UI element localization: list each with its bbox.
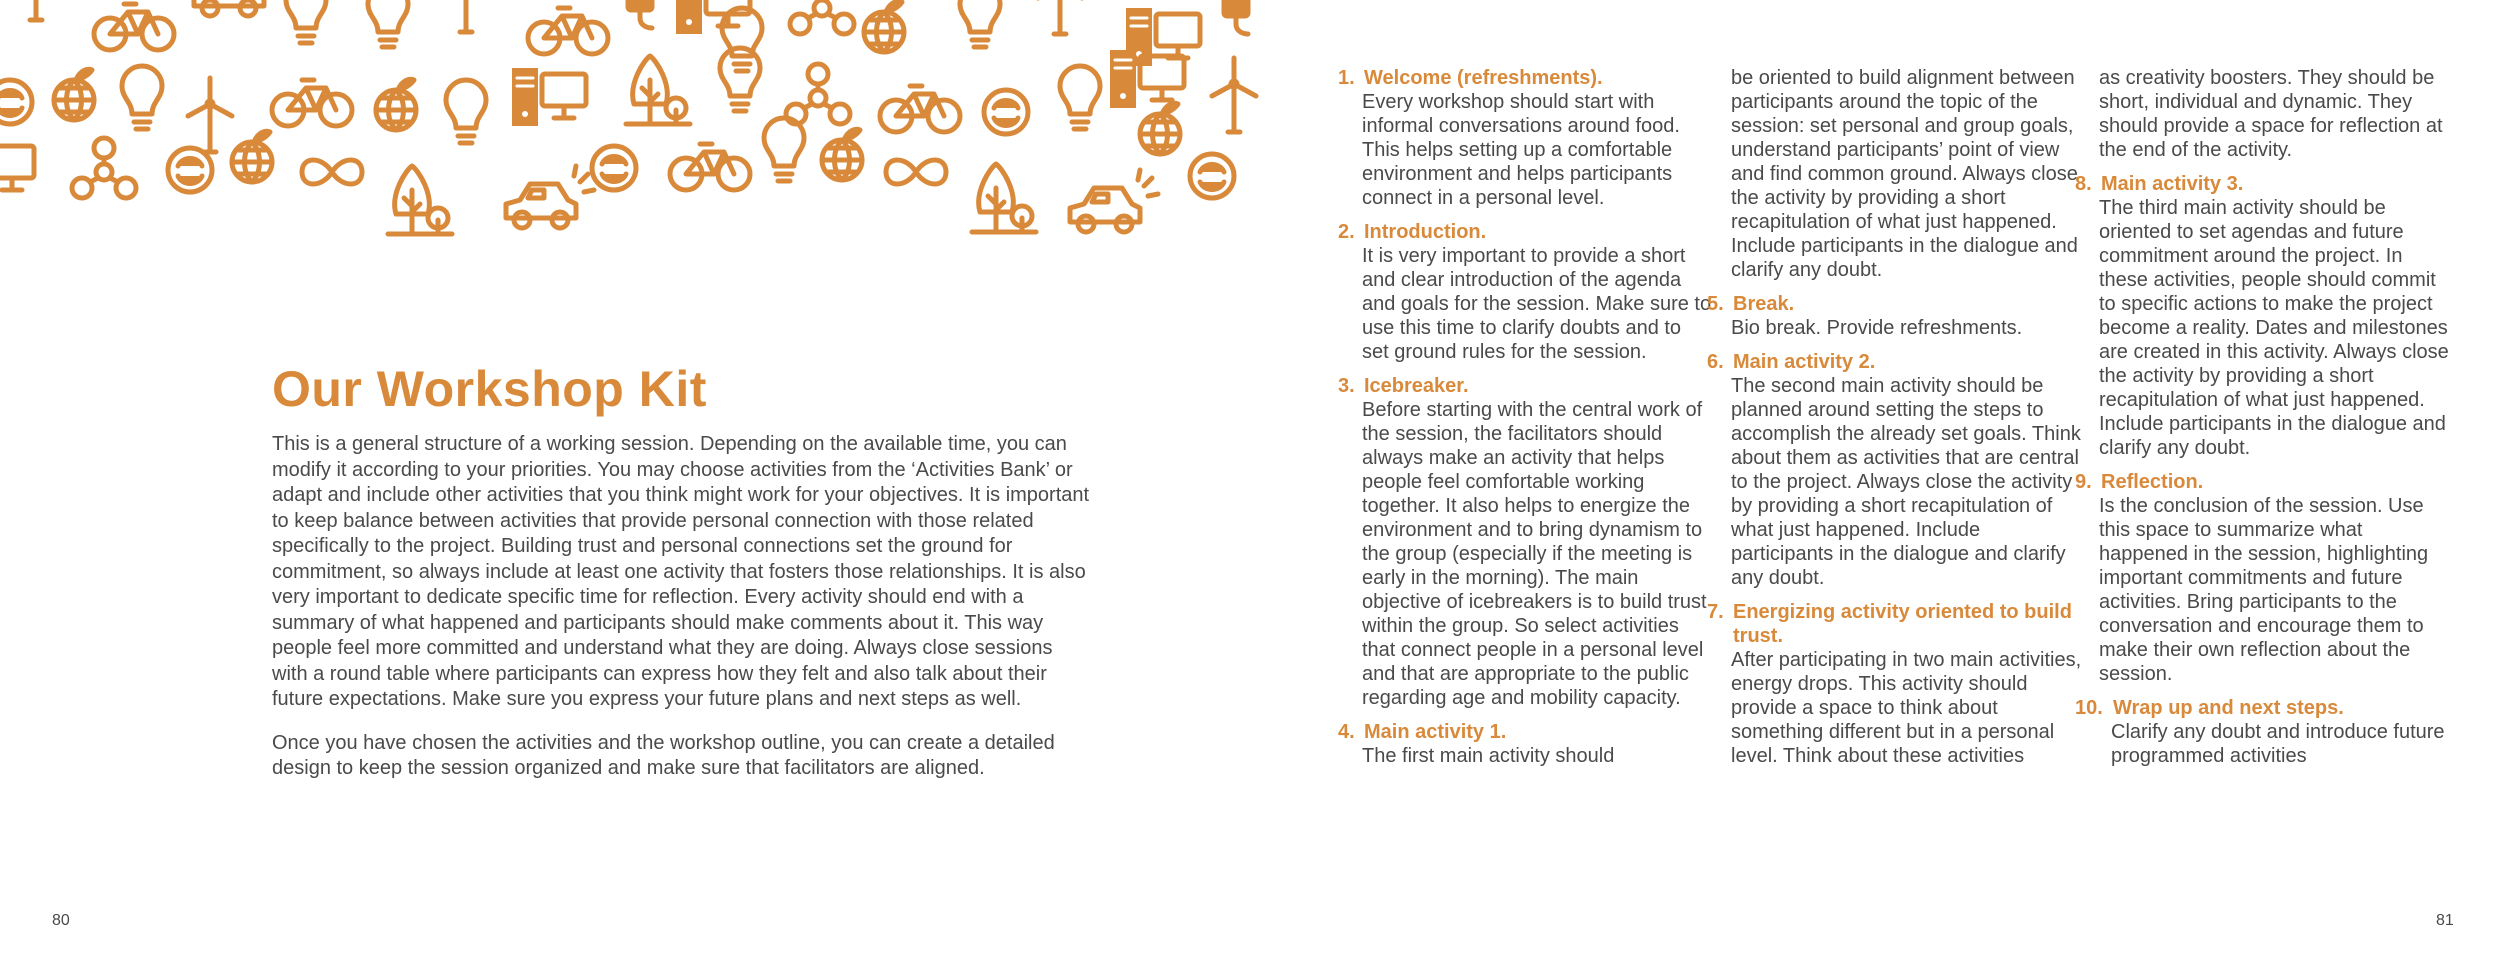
step-description: as creativity boosters. They should be short, individual and dynamic. They should provide a space for reflection at the end of the activity. (2099, 67, 2443, 161)
step-item (1338, 720, 1713, 768)
step-number: 3. (1338, 375, 1355, 397)
step-item-continued (2075, 66, 2450, 162)
step-item (1707, 600, 2082, 768)
steps-column-1 (1338, 66, 1713, 778)
step-title: Icebreaker. (1364, 375, 1469, 397)
step-item (1338, 220, 1713, 364)
step-description: After participating in two main activities, energy drops. This activity should provide a space to think about something different but in a personal level. Think about these activities (1731, 649, 2082, 767)
step-item-continued (1707, 66, 2082, 282)
intro-paragraph: This is a general structure of a working session. Depending on the available time, you can modify it according to your priorities. You may choose activities from the ‘Activities Bank’ or adapt and include other activities that you think might work for your objectives. It is important to keep balance between activities that provide personal connection with those related specifically to the project. Building trust and personal connections set the ground for commitment, so always include at least one activity that fosters those relationships. It is also very important to dedicate specific time for reflection. Every activity should end with a summary of what happened and participants should make comments about it. This way people feel more committed and understand what they are doing. Always close sessions with a round table where participants can express how they felt and also talk about their future expectations. Make sure you express your future plans and next steps as well. (272, 433, 1090, 710)
step-description: The second main activity should be planned around setting the steps to accomplish the already set goals. Think about them as activities that are central to the project. Always close the activity by providing a short recapitulation of what just happened. Include participants in the dialogue and clarify any doubt. (1731, 375, 2081, 589)
step-number: 8. (2075, 173, 2092, 195)
step-number: 6. (1707, 351, 1724, 373)
page-number-right: 81 (2436, 912, 2454, 929)
step-description: Every workshop should start with informal conversations around food. This helps setting up a comfortable environment and helps participants connect in a personal level. (1362, 91, 1680, 209)
step-description: It is very important to provide a short and clear introduction of the agenda and goals for the session. Make sure to use this time to clarify doubts and to set ground rules for the session. (1362, 245, 1712, 363)
step-item (1707, 292, 2082, 340)
sustainability-icon-band (0, 0, 1260, 240)
step-title: Introduction. (1364, 221, 1487, 243)
step-item (2075, 470, 2450, 686)
intro-text (272, 432, 1092, 800)
step-description: Bio break. Provide refreshments. (1731, 317, 2023, 339)
step-title: Reflection. (2101, 471, 2204, 493)
steps-column-3 (2075, 66, 2450, 778)
page-number-left: 80 (52, 912, 70, 929)
step-title: Wrap up and next steps. (2113, 697, 2344, 719)
step-description: be oriented to build alignment between participants around the topic of the session: set personal and group goals, understand participants’ point of view and find common ground. Always close the activity by providing a short recapitulation of what just happened. Include participants in the dialogue and clarify any doubt. (1731, 67, 2078, 281)
step-number: 4. (1338, 721, 1355, 743)
step-item (2075, 172, 2450, 460)
step-title: Main activity 1. (1364, 721, 1507, 743)
step-title: Welcome (refreshments). (1364, 67, 1603, 89)
step-number: 5. (1707, 293, 1724, 315)
step-description: Clarify any doubt and introduce future programmed activities (2111, 721, 2445, 767)
step-item (2075, 696, 2450, 768)
step-description: Is the conclusion of the session. Use this space to summarize what happened in the session, highlighting important commitments and future activities. Bring participants to the conversation and encourage them to make their own reflection about the session. (2099, 495, 2429, 685)
step-item (1338, 374, 1713, 710)
step-title: Energizing activity oriented to build trust. (1733, 601, 2072, 647)
step-number: 1. (1338, 67, 1355, 89)
step-number: 2. (1338, 221, 1355, 243)
steps-column-2 (1707, 66, 2082, 778)
page-title: Our Workshop Kit (272, 361, 707, 417)
step-description: The first main activity should (1362, 745, 1615, 767)
step-number: 10. (2075, 697, 2103, 719)
step-title: Break. (1733, 293, 1795, 315)
step-description: The third main activity should be oriented to set agendas and future commitment around the project. In these activities, people should commit to specific actions to make the project become a reality. Dates and milestones are created in this activity. Always close the activity by providing a short recapitulation of what just happened. Include participants in the dialogue and clarify any doubt. (2099, 197, 2449, 459)
step-number: 7. (1707, 601, 1724, 623)
step-title: Main activity 3. (2101, 173, 2244, 195)
step-item (1338, 66, 1713, 210)
step-item (1707, 350, 2082, 590)
intro-paragraph: Once you have chosen the activities and the workshop outline, you can create a detailed design to keep the session organized and make sure that facilitators are aligned. (272, 731, 1055, 779)
step-number: 9. (2075, 471, 2092, 493)
step-title: Main activity 2. (1733, 351, 1876, 373)
step-description: Before starting with the central work of the session, the facilitators should always make an activity that helps people feel comfortable working together. It also helps to energize the environment and to bring dynamism to the group (especially if the meeting is early in the morning). The main objective of icebreakers is to build trust within the group. So select activities that connect people in a personal level and that are appropriate to the public regarding age and mobility capacity. (1362, 399, 1707, 709)
